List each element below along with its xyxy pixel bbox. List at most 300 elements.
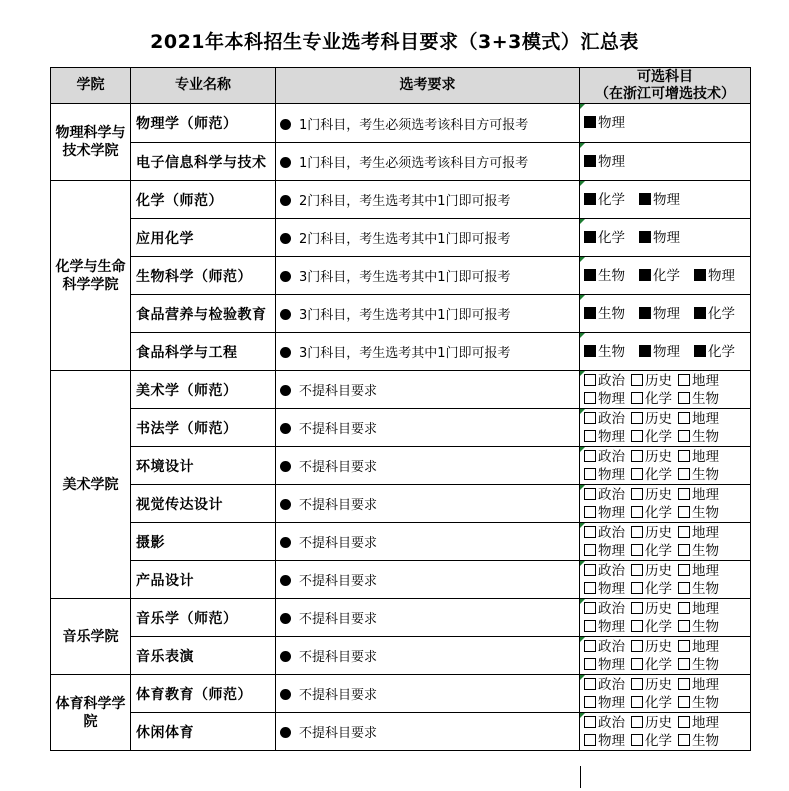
subject-label: 物理	[598, 580, 625, 597]
required-subject	[584, 153, 625, 171]
optional-subject	[678, 448, 719, 466]
empty-checkbox-icon	[584, 640, 596, 652]
required-subject	[639, 305, 680, 323]
bullet-icon	[280, 689, 291, 700]
required-subject	[694, 305, 735, 323]
empty-checkbox-icon	[678, 506, 690, 518]
subject-label: 生物	[598, 267, 625, 284]
major-cell: 食品营养与检验教育	[131, 295, 276, 333]
required-subject	[584, 191, 625, 209]
subject-label: 地理	[692, 524, 719, 541]
bullet-icon	[280, 537, 291, 548]
optional-subject	[631, 504, 672, 522]
table-row	[51, 561, 751, 599]
requirement-cell	[276, 675, 580, 713]
subject-label: 生物	[692, 694, 719, 711]
optional-subject	[631, 676, 672, 694]
required-subject	[639, 229, 680, 247]
optional-subject	[584, 618, 625, 636]
subjects-cell	[580, 409, 751, 447]
requirement-text: 1门科目，考生必须选考该科目方可报考	[299, 156, 529, 171]
requirement-cell	[276, 447, 580, 485]
optional-subject	[678, 618, 719, 636]
subject-label: 历史	[645, 486, 672, 503]
empty-checkbox-icon	[584, 468, 596, 480]
subject-label: 地理	[692, 600, 719, 617]
college-cell: 化学与生命科学学院	[51, 181, 131, 371]
empty-checkbox-icon	[678, 602, 690, 614]
requirement-cell	[276, 257, 580, 295]
optional-subject	[678, 524, 719, 542]
subject-options-line	[584, 638, 750, 656]
subject-label: 物理	[598, 504, 625, 521]
subjects-cell	[580, 485, 751, 523]
requirement-cell	[276, 104, 580, 143]
filled-square-icon	[694, 307, 706, 319]
subject-label: 政治	[598, 714, 625, 731]
requirement-text: 2门科目，考生选考其中1门即可报考	[299, 232, 511, 247]
filled-square-icon	[584, 193, 596, 205]
optional-subject	[678, 410, 719, 428]
optional-subject	[584, 390, 625, 408]
table-row	[51, 447, 751, 485]
empty-checkbox-icon	[631, 506, 643, 518]
major-cell: 化学（师范）	[131, 181, 276, 219]
optional-subject	[631, 372, 672, 390]
required-subject	[584, 114, 625, 132]
subject-label: 化学	[645, 580, 672, 597]
major-cell: 书法学（师范）	[131, 409, 276, 447]
required-subject	[639, 343, 680, 361]
empty-checkbox-icon	[584, 374, 596, 386]
empty-checkbox-icon	[584, 564, 596, 576]
table-row	[51, 409, 751, 447]
major-cell: 环境设计	[131, 447, 276, 485]
subjects-cell	[580, 523, 751, 561]
subjects-cell	[580, 219, 751, 257]
optional-subject	[631, 524, 672, 542]
optional-subject	[678, 656, 719, 674]
empty-checkbox-icon	[678, 582, 690, 594]
requirement-cell	[276, 143, 580, 181]
optional-subject	[631, 732, 672, 750]
optional-subject	[678, 694, 719, 712]
optional-subject	[631, 580, 672, 598]
empty-checkbox-icon	[631, 734, 643, 746]
subjects-cell	[580, 447, 751, 485]
major-cell: 生物科学（师范）	[131, 257, 276, 295]
filled-square-icon	[639, 307, 651, 319]
subjects-cell	[580, 181, 751, 219]
subject-label: 历史	[645, 410, 672, 427]
optional-subject	[631, 638, 672, 656]
optional-subject	[584, 448, 625, 466]
requirement-text: 不提科目要求	[299, 460, 378, 475]
subject-label: 政治	[598, 562, 625, 579]
subject-label: 化学	[653, 267, 680, 284]
required-subject	[694, 343, 735, 361]
table-row	[51, 181, 751, 219]
major-cell: 体育教育（师范）	[131, 675, 276, 713]
optional-subject	[584, 504, 625, 522]
filled-square-icon	[639, 269, 651, 281]
subject-label: 生物	[692, 542, 719, 559]
table-row	[51, 485, 751, 523]
subject-label: 地理	[692, 714, 719, 731]
optional-subject	[584, 410, 625, 428]
subject-label: 物理	[598, 390, 625, 407]
empty-checkbox-icon	[678, 658, 690, 670]
bullet-icon	[280, 461, 291, 472]
optional-subject	[678, 562, 719, 580]
subject-options-line	[584, 676, 750, 694]
subject-label: 物理	[598, 428, 625, 445]
subject-options-line	[584, 410, 750, 428]
empty-checkbox-icon	[678, 412, 690, 424]
subject-label: 生物	[692, 428, 719, 445]
subject-label: 历史	[645, 600, 672, 617]
empty-checkbox-icon	[678, 620, 690, 632]
subject-label: 地理	[692, 676, 719, 693]
bullet-icon	[280, 233, 291, 244]
optional-subject	[584, 694, 625, 712]
empty-checkbox-icon	[631, 640, 643, 652]
subject-label: 物理	[598, 732, 625, 749]
empty-checkbox-icon	[631, 582, 643, 594]
empty-checkbox-icon	[631, 696, 643, 708]
optional-subject	[678, 732, 719, 750]
required-subject	[584, 343, 625, 361]
requirement-text: 1门科目，考生必须选考该科目方可报考	[299, 117, 529, 133]
optional-subject	[631, 694, 672, 712]
filled-square-icon	[584, 345, 596, 357]
subject-label: 物理	[598, 466, 625, 483]
empty-checkbox-icon	[584, 526, 596, 538]
subject-options-line	[584, 562, 750, 580]
bullet-icon	[280, 309, 291, 320]
subject-label: 生物	[692, 732, 719, 749]
requirement-text: 3门科目，考生选考其中1门即可报考	[299, 308, 511, 323]
empty-checkbox-icon	[631, 412, 643, 424]
empty-checkbox-icon	[631, 658, 643, 670]
optional-subject	[631, 542, 672, 560]
subject-label: 化学	[645, 504, 672, 521]
optional-subject	[631, 448, 672, 466]
subject-label: 化学	[708, 305, 735, 322]
bullet-icon	[280, 195, 291, 206]
empty-checkbox-icon	[631, 678, 643, 690]
major-cell: 摄影	[131, 523, 276, 561]
subject-options-line	[584, 694, 750, 712]
optional-subject	[631, 428, 672, 446]
subject-label: 历史	[645, 372, 672, 389]
subject-label: 物理	[598, 153, 625, 170]
requirement-text: 不提科目要求	[299, 536, 378, 551]
subject-label: 物理	[598, 656, 625, 673]
optional-subject	[678, 428, 719, 446]
table-row	[51, 333, 751, 371]
subject-options-line	[584, 656, 750, 674]
required-subject	[639, 191, 680, 209]
optional-subject	[631, 466, 672, 484]
empty-checkbox-icon	[584, 506, 596, 518]
table-body	[51, 104, 751, 751]
optional-subject	[584, 656, 625, 674]
required-subject	[584, 305, 625, 323]
empty-checkbox-icon	[678, 488, 690, 500]
subject-label: 化学	[645, 694, 672, 711]
major-cell: 音乐表演	[131, 637, 276, 675]
subject-label: 地理	[692, 486, 719, 503]
requirement-text: 3门科目，考生选考其中1门即可报考	[299, 346, 511, 361]
optional-subject	[678, 372, 719, 390]
empty-checkbox-icon	[631, 602, 643, 614]
requirement-cell	[276, 637, 580, 675]
requirement-text: 不提科目要求	[299, 612, 378, 627]
subject-label: 地理	[692, 372, 719, 389]
empty-checkbox-icon	[678, 734, 690, 746]
empty-checkbox-icon	[678, 640, 690, 652]
table-row	[51, 104, 751, 143]
empty-checkbox-icon	[678, 392, 690, 404]
required-subject	[639, 267, 680, 285]
bullet-icon	[280, 651, 291, 662]
empty-checkbox-icon	[631, 544, 643, 556]
optional-subject	[584, 580, 625, 598]
page-title: 2021年本科招生专业选考科目要求（3+3模式）汇总表	[150, 31, 639, 53]
optional-subject	[631, 656, 672, 674]
empty-checkbox-icon	[678, 430, 690, 442]
subject-options-line	[584, 600, 750, 618]
filled-square-icon	[694, 269, 706, 281]
subjects-cell	[580, 333, 751, 371]
header-subjects-line1: 可选科目	[637, 68, 693, 85]
bullet-icon	[280, 347, 291, 358]
subject-label: 化学	[598, 229, 625, 246]
empty-checkbox-icon	[678, 564, 690, 576]
header-subjects-line2: （在浙江可增选技术）	[595, 85, 735, 102]
requirement-cell	[276, 713, 580, 751]
subject-label: 生物	[598, 343, 625, 360]
requirement-text: 2门科目，考生选考其中1门即可报考	[299, 194, 511, 209]
optional-subject	[678, 676, 719, 694]
optional-subject	[678, 600, 719, 618]
optional-subject	[678, 638, 719, 656]
requirement-cell	[276, 219, 580, 257]
table-row	[51, 599, 751, 637]
subject-label: 化学	[645, 390, 672, 407]
filled-square-icon	[584, 155, 596, 167]
major-cell: 物理学（师范）	[131, 104, 276, 143]
subject-label: 化学	[645, 656, 672, 673]
subject-label: 化学	[645, 618, 672, 635]
empty-checkbox-icon	[584, 450, 596, 462]
optional-subject	[584, 732, 625, 750]
optional-subject	[678, 542, 719, 560]
subjects-cell	[580, 257, 751, 295]
subject-label: 生物	[692, 580, 719, 597]
major-cell: 视觉传达设计	[131, 485, 276, 523]
college-cell: 物理科学与技术学院	[51, 104, 131, 181]
subject-options-line	[584, 486, 750, 504]
requirement-text: 3门科目，考生选考其中1门即可报考	[299, 270, 511, 285]
filled-square-icon	[639, 193, 651, 205]
subjects-cell	[580, 371, 751, 409]
subjects-cell	[580, 143, 751, 181]
requirement-cell	[276, 485, 580, 523]
requirement-text: 不提科目要求	[299, 650, 378, 665]
bullet-icon	[280, 119, 291, 130]
subject-label: 地理	[692, 448, 719, 465]
subject-label: 化学	[645, 466, 672, 483]
required-subject	[584, 229, 625, 247]
empty-checkbox-icon	[678, 526, 690, 538]
empty-checkbox-icon	[631, 620, 643, 632]
optional-subject	[631, 390, 672, 408]
major-cell: 食品科学与工程	[131, 333, 276, 371]
subject-label: 历史	[645, 714, 672, 731]
filled-square-icon	[694, 345, 706, 357]
header-college: 学院	[51, 68, 131, 104]
header-subjects	[580, 68, 751, 104]
table-row	[51, 295, 751, 333]
subject-label: 物理	[598, 542, 625, 559]
empty-checkbox-icon	[584, 582, 596, 594]
optional-subject	[631, 410, 672, 428]
requirement-cell	[276, 181, 580, 219]
empty-checkbox-icon	[584, 430, 596, 442]
empty-checkbox-icon	[631, 564, 643, 576]
subject-label: 历史	[645, 562, 672, 579]
empty-checkbox-icon	[584, 602, 596, 614]
subject-options-line	[584, 504, 750, 522]
required-subject	[694, 267, 735, 285]
subject-options-line	[584, 732, 750, 750]
subject-options-line	[584, 466, 750, 484]
header-major: 专业名称	[131, 68, 276, 104]
subject-label: 历史	[645, 638, 672, 655]
subject-label: 政治	[598, 372, 625, 389]
subject-options-line	[584, 448, 750, 466]
empty-checkbox-icon	[631, 526, 643, 538]
bullet-icon	[280, 385, 291, 396]
empty-checkbox-icon	[678, 678, 690, 690]
empty-checkbox-icon	[631, 488, 643, 500]
optional-subject	[678, 486, 719, 504]
subjects-cell	[580, 599, 751, 637]
subject-label: 化学	[645, 428, 672, 445]
subject-label: 地理	[692, 638, 719, 655]
empty-checkbox-icon	[584, 412, 596, 424]
table-row	[51, 143, 751, 181]
subject-options-line	[584, 542, 750, 560]
empty-checkbox-icon	[678, 544, 690, 556]
table-row	[51, 371, 751, 409]
optional-subject	[584, 542, 625, 560]
subject-options-line	[584, 524, 750, 542]
subject-label: 化学	[645, 732, 672, 749]
subject-label: 生物	[692, 466, 719, 483]
major-cell: 产品设计	[131, 561, 276, 599]
subject-label: 物理	[653, 305, 680, 322]
subject-label: 物理	[653, 229, 680, 246]
subject-label: 政治	[598, 448, 625, 465]
requirement-text: 不提科目要求	[299, 688, 378, 703]
optional-subject	[678, 390, 719, 408]
subject-label: 地理	[692, 562, 719, 579]
subject-options-line	[584, 428, 750, 446]
subjects-cell	[580, 713, 751, 751]
table-row	[51, 219, 751, 257]
optional-subject	[584, 676, 625, 694]
optional-subject	[631, 714, 672, 732]
bullet-icon	[280, 157, 291, 168]
empty-checkbox-icon	[631, 468, 643, 480]
optional-subject	[584, 714, 625, 732]
filled-square-icon	[584, 116, 596, 128]
bullet-icon	[280, 613, 291, 624]
empty-checkbox-icon	[584, 716, 596, 728]
filled-square-icon	[584, 307, 596, 319]
major-cell: 音乐学（师范）	[131, 599, 276, 637]
empty-checkbox-icon	[678, 696, 690, 708]
table-edge	[580, 766, 751, 788]
empty-checkbox-icon	[631, 430, 643, 442]
table-row	[51, 713, 751, 751]
subject-label: 物理	[598, 694, 625, 711]
optional-subject	[584, 638, 625, 656]
filled-square-icon	[639, 345, 651, 357]
empty-checkbox-icon	[584, 392, 596, 404]
subject-requirements-table	[50, 67, 751, 751]
required-subject	[584, 267, 625, 285]
subject-label: 物理	[708, 267, 735, 284]
subject-options-line	[584, 618, 750, 636]
subject-label: 政治	[598, 486, 625, 503]
filled-square-icon	[584, 269, 596, 281]
subject-options-line	[584, 372, 750, 390]
optional-subject	[678, 714, 719, 732]
table-row	[51, 523, 751, 561]
college-cell: 美术学院	[51, 371, 131, 599]
requirement-cell	[276, 295, 580, 333]
optional-subject	[678, 504, 719, 522]
empty-checkbox-icon	[584, 678, 596, 690]
subjects-cell	[580, 561, 751, 599]
empty-checkbox-icon	[631, 716, 643, 728]
empty-checkbox-icon	[678, 716, 690, 728]
table-row	[51, 637, 751, 675]
optional-subject	[678, 466, 719, 484]
subject-label: 历史	[645, 448, 672, 465]
subject-label: 政治	[598, 676, 625, 693]
subject-label: 物理	[653, 191, 680, 208]
optional-subject	[678, 580, 719, 598]
subject-label: 生物	[692, 504, 719, 521]
empty-checkbox-icon	[678, 450, 690, 462]
empty-checkbox-icon	[584, 658, 596, 670]
bullet-icon	[280, 499, 291, 510]
empty-checkbox-icon	[584, 488, 596, 500]
empty-checkbox-icon	[584, 544, 596, 556]
subject-label: 物理	[598, 618, 625, 635]
bullet-icon	[280, 575, 291, 586]
table-row	[51, 675, 751, 713]
major-cell: 电子信息科学与技术	[131, 143, 276, 181]
subject-label: 生物	[692, 390, 719, 407]
subject-options-line	[584, 390, 750, 408]
college-cell: 音乐学院	[51, 599, 131, 675]
